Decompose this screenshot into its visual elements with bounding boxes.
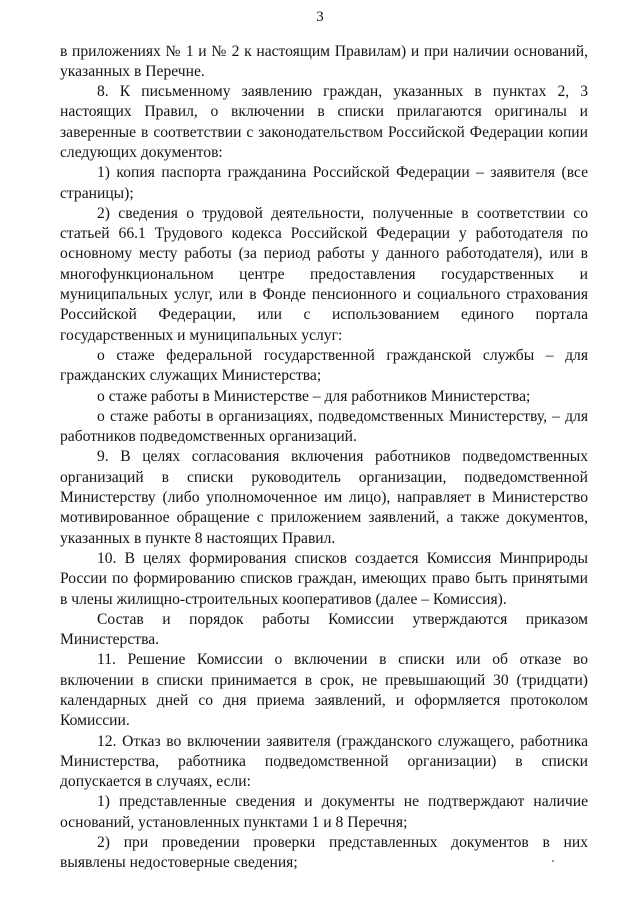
paragraph-subitem-civil-service: о стаже федеральной государственной гражданской службы – для гражданских служащих Министерства; [60,346,588,385]
scan-speck [552,860,554,862]
paragraph-refusal-reason-1: 1) представленные сведения и документы не подтверждают наличие оснований, установленных пунктами 1 и 8 Перечня; [60,793,588,831]
document-body [60,42,588,874]
paragraph-item-work-history: 2) сведения о трудовой деятельности, полученные в соответствии со статьей 66.1 Трудового кодекса Российской Федерации у работодателя по основному месту работы (за период работы у данного работодателя), или в многофункциональном центре предоставления государственных и муниципальных услуг, или в Фонде пенсионного и социального страхования Российской Федерации, или с использованием единого портала государственных и муниципальных услуг: [60,204,588,344]
paragraph-subitem-ministry: о стаже работы в Министерстве – для работников Министерства; [97,387,531,405]
paragraph-clause-9: 9. В целях согласования включения работников подведомственных организаций в списки руководитель организации, подведомственной Министерству (либо уполномоченное им лицо), направляет в Министерство мотивированное обращение с приложением заявлений, а также документов, указанных в пункте 8 настоящих Правил. [60,448,588,547]
paragraph-clause-8: 8. К письменному заявлению граждан, указанных в пунктах 2, 3 настоящих Правил, о включении в списки прилагаются оригиналы и заверенные в соответствии с законодательством Российской Федерации копии следующих документов: [60,83,588,161]
paragraph-clause-12: 12. Отказ во включении заявителя (гражданского служащего, работника Министерства, работника подведомственной организации) в списки допускается в случаях, если: [60,732,588,791]
paragraph-refusal-reason-2: 2) при проведении проверки представленных документов в них выявлены недостоверные сведения; [60,834,588,872]
paragraph-subitem-organizations: о стаже работы в организациях, подведомственных Министерству, – для работников подведомственных организаций. [60,407,588,446]
paragraph-clause-11: 11. Решение Комиссии о включении в списки или об отказе во включении в списки принимается в срок, не превышающий 30 (тридцати) календарных дней со дня приема заявлений, и оформляется протоколом Комиссии. [60,651,588,730]
paragraph-clause-10: 10. В целях формирования списков создается Комиссия Минприроды России по формированию списков граждан, имеющих право быть принятыми в члены жилищно-строительных кооперативов (далее – Комиссия). [60,549,588,608]
page-number: 3 [316,9,324,25]
paragraph-continuation: в приложениях № 1 и № 2 к настоящим Правилам) и при наличии оснований, указанных в Перечне. [60,42,588,80]
paragraph-item-passport: 1) копия паспорта гражданина Российской Федерации – заявителя (все страницы); [60,164,588,202]
paragraph-commission-composition: Состав и порядок работы Комиссии утверждаются приказом Министерства. [60,610,588,649]
